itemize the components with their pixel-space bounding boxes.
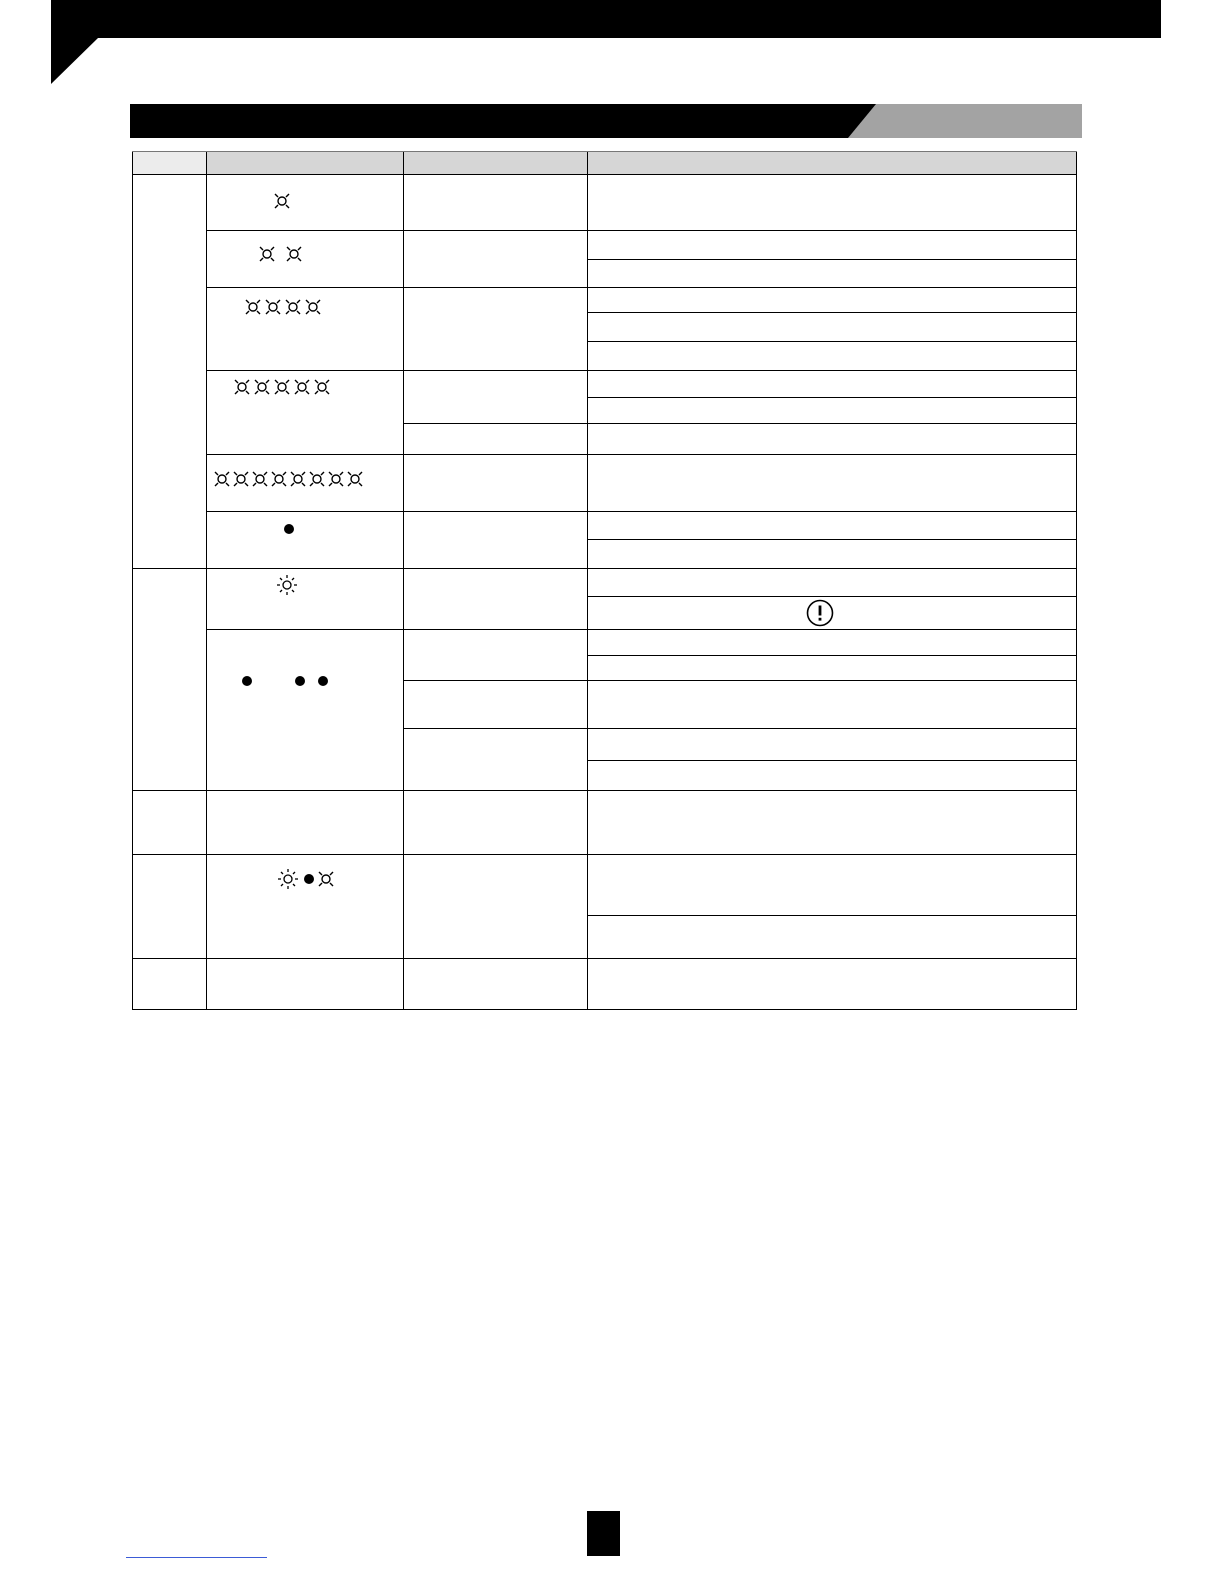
page-number-box [587,1511,620,1556]
table-row-divider [206,511,1077,512]
blink-5-icon [233,378,333,396]
light-dot-blink-icon [277,867,339,891]
table-row-divider [587,655,1077,656]
page-header-bar [51,0,1161,38]
table-column-divider [132,151,133,1010]
table-row-divider [132,151,1077,152]
dot-pair-icon [241,674,331,688]
blink-slow-icon [272,192,292,210]
light-on-icon [276,574,298,596]
footer-link-underline[interactable] [126,1557,267,1558]
table-row-divider [587,259,1077,260]
blink-2-icon [258,245,304,263]
blink-8-icon [213,470,369,488]
table-row-divider [206,230,1077,231]
blink-4-icon [244,298,324,316]
table-row-divider [132,854,1077,855]
table-column-divider [403,151,404,1010]
table-row-divider [587,312,1077,313]
table-row-divider [206,287,1077,288]
table-row-divider [587,539,1077,540]
table-row-divider [587,760,1077,761]
table-row-divider [403,423,1077,424]
table-row-divider [587,915,1077,916]
table-row-divider [132,1009,1077,1010]
table-column-divider [587,151,588,1010]
table-row-divider [206,629,1077,630]
table-row-divider [587,341,1077,342]
table-row-divider [132,568,1077,569]
table-header-row [132,151,1077,174]
table-row-divider [587,596,1077,597]
solid-dot-icon [283,523,295,535]
table-row-divider [403,680,1077,681]
table-row-divider [132,958,1077,959]
page-corner-fold [51,38,98,84]
table-column-divider [1076,151,1077,1010]
table-header-cell-first [132,151,206,174]
table-row-divider [206,454,1077,455]
warning-circle-icon [806,599,834,627]
table-row-divider [132,174,1077,175]
table-row-divider [132,790,1077,791]
table-row-divider [587,397,1077,398]
table-row-divider [206,370,1077,371]
table-column-divider [206,151,207,1010]
section-title-bar [130,104,1082,138]
table-row-divider [403,728,1077,729]
